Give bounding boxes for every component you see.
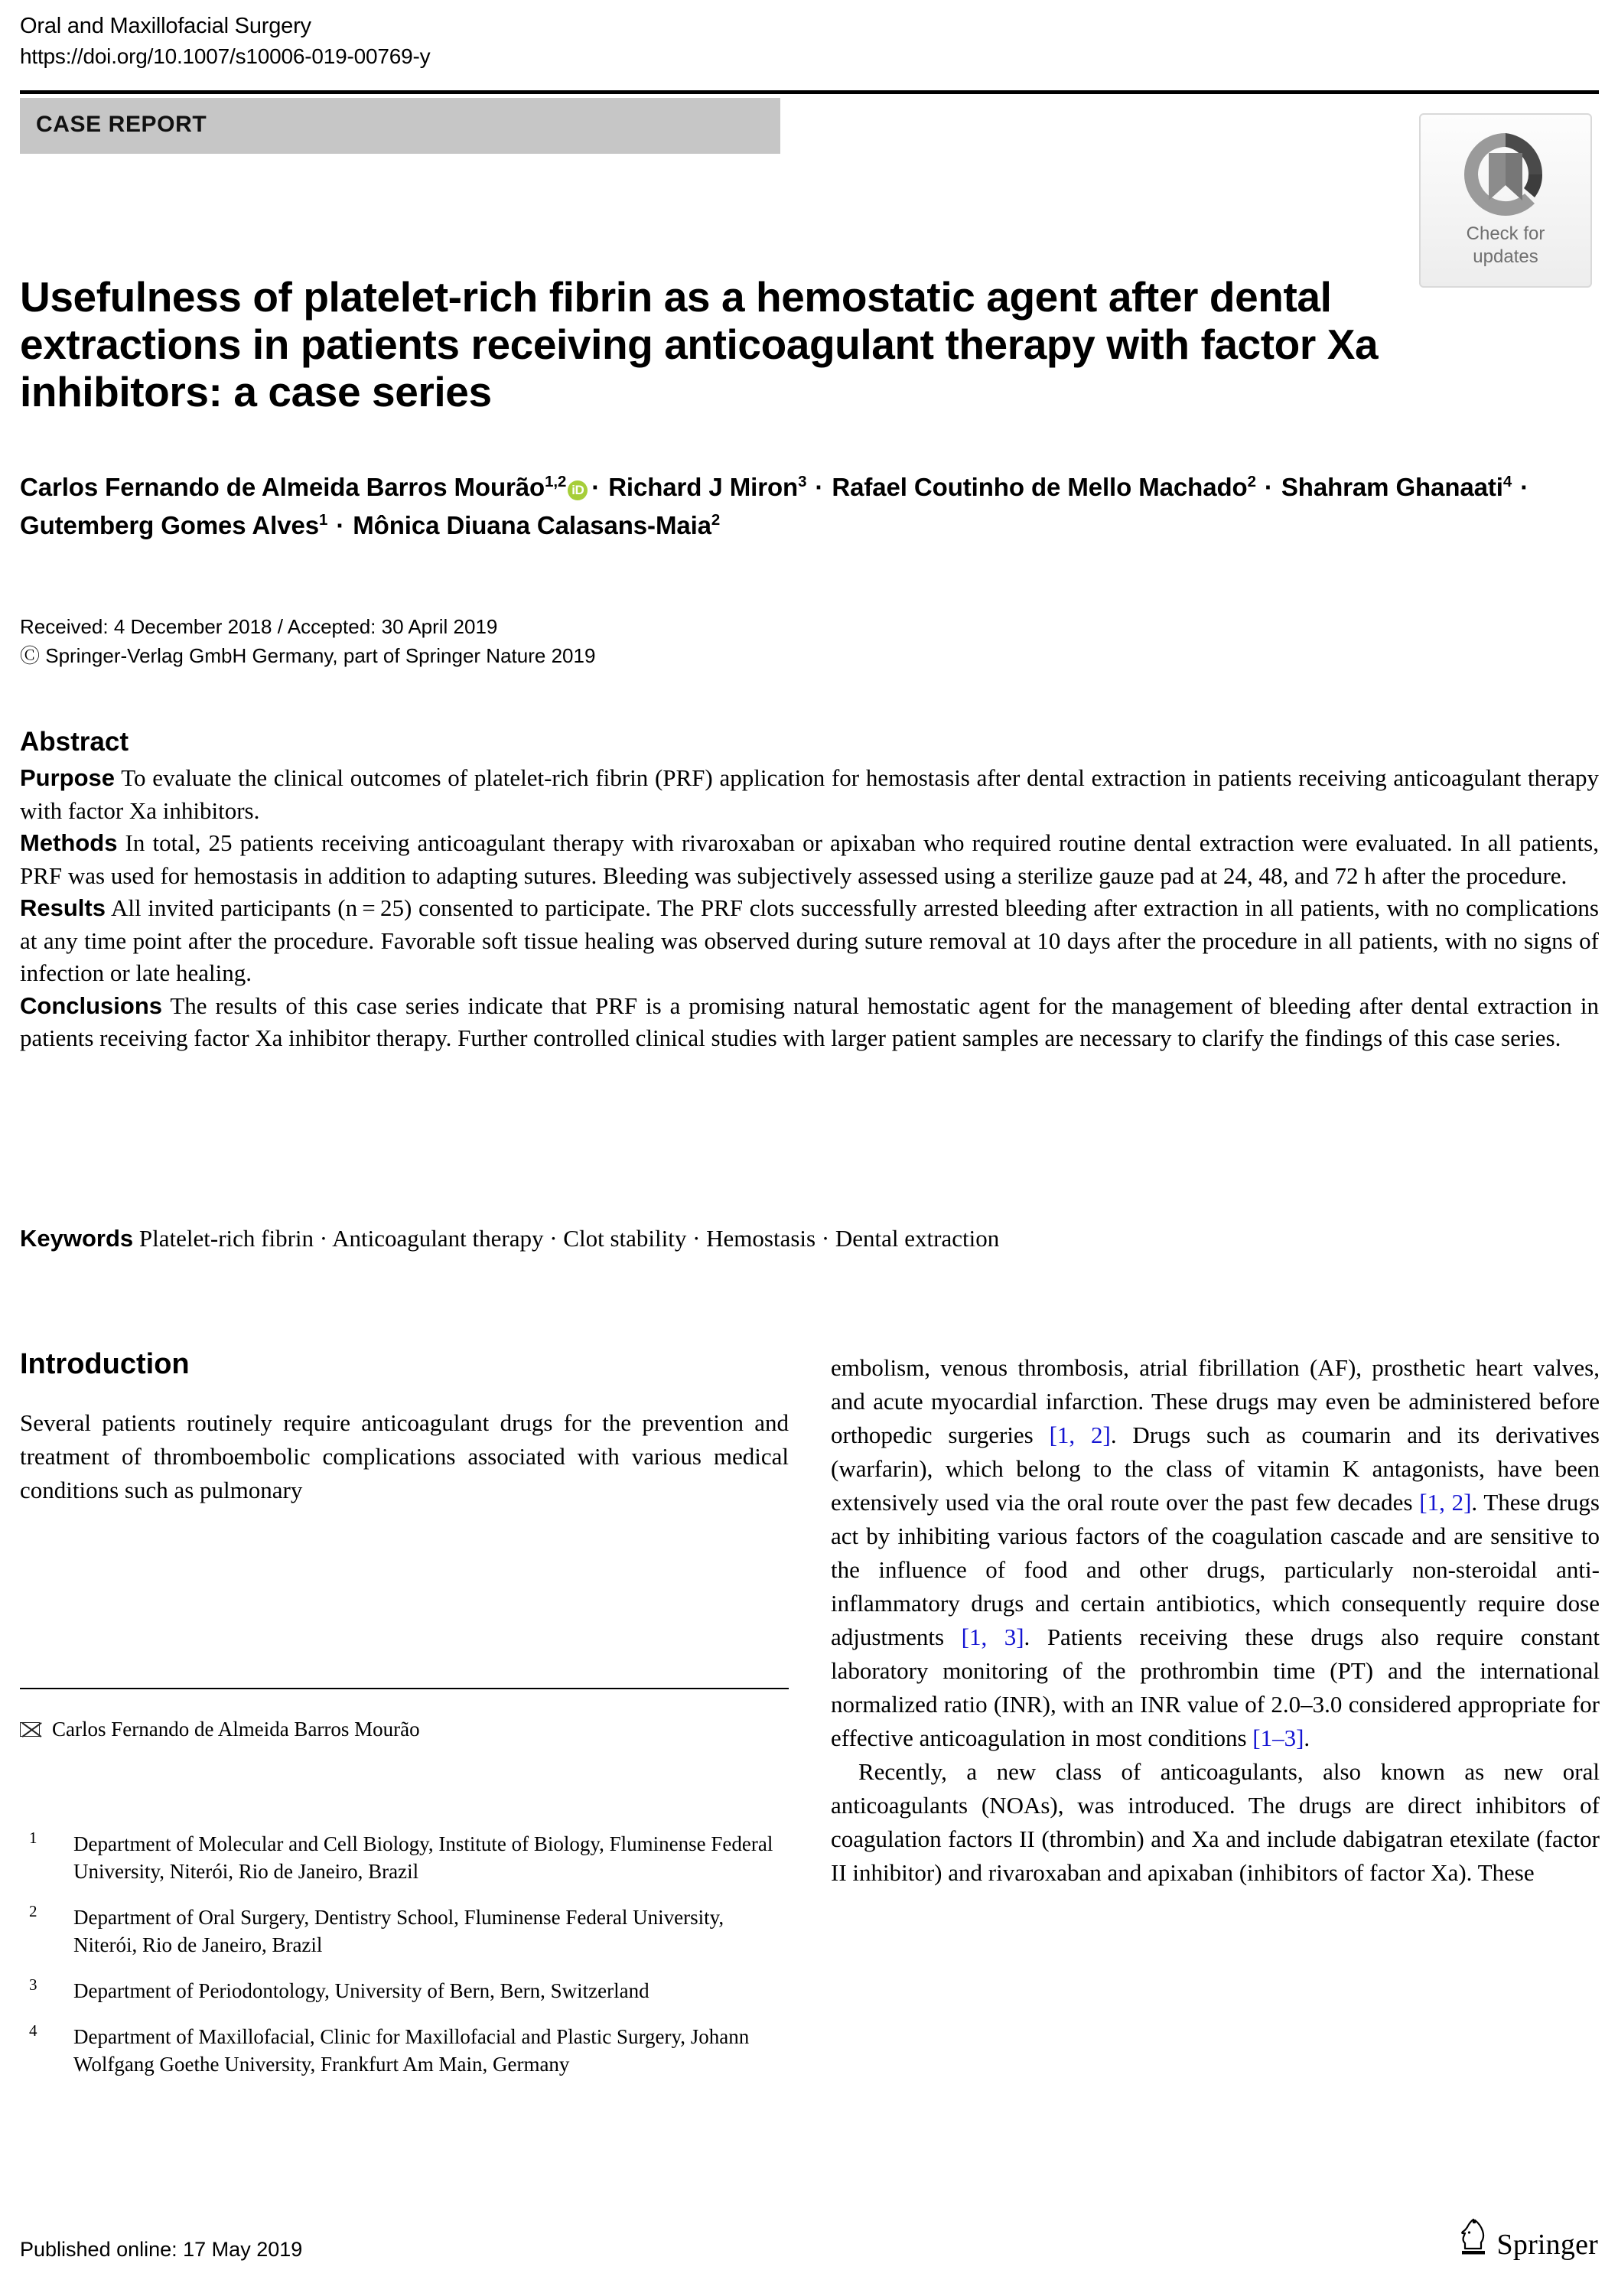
body-column-left [20, 1347, 789, 1507]
abstract-purpose [20, 762, 1599, 827]
check-for-updates-badge[interactable] [1419, 113, 1592, 288]
affiliation-text: Department of Oral Surgery, Dentistry School, Fluminense Federal University, Niterói, Rio de Janeiro, Brazil [73, 1906, 724, 1956]
journal-header [20, 11, 1091, 72]
author-separator: · [1520, 473, 1529, 501]
abstract-purpose-label: Purpose [20, 764, 116, 791]
article-type-label: CASE REPORT [36, 112, 207, 137]
affiliation-item [20, 1830, 793, 1885]
author-affiliation-marker: 2 [1247, 473, 1256, 490]
article-title: Usefulness of platelet-rich fibrin as a hemostatic agent after dental extractions in patients receiving anticoagulant therapy with factor Xa inhibitors: a case series [20, 272, 1379, 415]
intro-text-c: . These drugs act by inhibiting various factors of the coagulation cascade and are sensitive to the influence of food and other drugs, particularly non-steroidal anti-inflammatory drugs and certain antibiotics, which consequently require dose adjustments [831, 1489, 1600, 1650]
abstract-section [20, 725, 1599, 1055]
footnote-divider [20, 1688, 789, 1689]
author-list [20, 468, 1573, 545]
journal-name: Oral and Maxillofacial Surgery [20, 14, 311, 38]
envelope-icon [20, 1722, 40, 1737]
author-separator: · [1264, 473, 1273, 501]
keywords-line [20, 1223, 1599, 1255]
springer-knight-icon [1458, 2217, 1490, 2259]
author-affiliation-marker: 1 [318, 511, 328, 529]
author-separator: · [815, 473, 824, 501]
publication-dates [20, 612, 938, 670]
abstract-results-label: Results [20, 894, 106, 921]
intro-paragraph-left: Several patients routinely require anticoagulant drugs for the prevention and treatment of thromboembolic complications associated with various medical conditions such as pulmonary [20, 1409, 789, 1503]
header-rule [20, 90, 1599, 94]
orcid-icon[interactable]: iD [568, 480, 588, 500]
crossmark-icon [1458, 127, 1553, 222]
abstract-conclusions [20, 990, 1599, 1055]
citation-ref[interactable]: [1, 3] [961, 1623, 1024, 1650]
author-name: Richard J Miron [608, 473, 799, 501]
author-separator: · [591, 473, 601, 501]
keywords-label: Keywords [20, 1225, 134, 1252]
abstract-methods [20, 827, 1599, 892]
affiliation-number: 2 [29, 1902, 37, 1920]
author-name: Rafael Coutinho de Mello Machado [832, 473, 1248, 501]
author-name: Shahram Ghanaati [1281, 473, 1503, 501]
abstract-conclusions-text: The results of this case series indicate that PRF is a promising natural hemostatic agent for the management of bleeding after dental extraction in patients receiving factor Xa inhibitor therapy. Further controlled clinical studies with larger patient samples are necessary to clarify the findings of this case series. [20, 992, 1599, 1051]
author-name: Mônica Diuana Calasans-Maia [353, 511, 711, 539]
abstract-methods-text: In total, 25 patients receiving anticoagulant therapy with rivaroxaban or apixaban who required routine dental extraction were evaluated. In all patients, PRF was used for hemostasis in addition to adapting sutures. Bleeding was subjectively assessed using a sterilize gauze pad at 24, 48, and 72 h after the procedure. [20, 829, 1599, 889]
springer-logo [1458, 2217, 1598, 2259]
affiliation-number: 1 [29, 1829, 37, 1847]
published-online-date: Published online: 17 May 2019 [20, 2238, 303, 2261]
citation-ref[interactable]: [1, 2] [1049, 1422, 1111, 1448]
intro-text-e: . [1304, 1724, 1310, 1751]
author-name: Gutemberg Gomes Alves [20, 511, 319, 539]
intro-paragraph-right [831, 1351, 1600, 1755]
intro-paragraph-right-2: Recently, a new class of anticoagulants, also known as new oral anticoagulants (NOAs), was introduced. The drugs are direct inhibitors of coagulation factors II (thrombin) and Xa and include dabigatran etexilate (factor II inhibitor) and rivaroxaban and apixaban (inhibitors of factor Xa). These [831, 1758, 1600, 1886]
abstract-methods-label: Methods [20, 829, 118, 856]
author-name: Carlos Fernando de Almeida Barros Mourão [20, 473, 545, 501]
affiliation-text: Department of Molecular and Cell Biology, Institute of Biology, Fluminense Federal University, Niterói, Rio de Janeiro, Brazil [73, 1832, 773, 1883]
abstract-results-text: All invited participants (n = 25) consented to participate. The PRF clots successfully arrested bleeding after extraction in all patients, with no complications at any time point after the procedure. Favorable soft tissue healing was observed during suture removal at 10 days after the procedure in all patients, with no signs of infection or late healing. [20, 894, 1599, 986]
affiliation-list [20, 1830, 793, 2096]
copyright-line: Ⓒ Springer-Verlag GmbH Germany, part of Springer Nature 2019 [20, 644, 596, 667]
author-affiliation-marker: 4 [1502, 473, 1512, 490]
received-accepted-line: Received: 4 December 2018 / Accepted: 30 April 2019 [20, 615, 498, 638]
affiliation-number: 4 [29, 2021, 37, 2040]
author-affiliation-marker: 1,2 [545, 473, 567, 490]
affiliation-item [20, 1904, 793, 1959]
abstract-conclusions-label: Conclusions [20, 992, 163, 1019]
intro-text-b: . Drugs such as coumarin and its derivatives (warfarin), which belong to the class of vitamin K antagonists, have been extensively used via the oral route over the past few decades [831, 1422, 1600, 1516]
crossmark-line2: updates [1473, 246, 1538, 267]
citation-ref[interactable]: [1, 2] [1419, 1489, 1472, 1516]
abstract-purpose-text: To evaluate the clinical outcomes of platelet-rich fibrin (PRF) application for hemostasis after dental extraction in patients receiving anticoagulant therapy with factor Xa inhibitors. [20, 764, 1599, 824]
corresponding-author [20, 1715, 789, 1743]
affiliation-number: 3 [29, 1975, 37, 1994]
corresponding-author-name: Carlos Fernando de Almeida Barros Mourão [52, 1718, 420, 1741]
affiliation-item [20, 1977, 793, 2005]
author-separator: · [336, 511, 345, 539]
author-affiliation-marker: 2 [711, 511, 721, 529]
abstract-heading: Abstract [20, 727, 129, 757]
intro-text-a: embolism, venous thrombosis, atrial fibrillation (AF), prosthetic heart valves, and acute myocardial infarction. These drugs may even be administered before orthopedic surgeries [831, 1354, 1600, 1448]
introduction-heading: Introduction [20, 1348, 190, 1380]
citation-ref[interactable]: [1–3] [1252, 1724, 1304, 1751]
author-affiliation-marker: 3 [798, 473, 807, 490]
journal-doi[interactable]: https://doi.org/10.1007/s10006-019-00769-y [20, 44, 431, 68]
affiliation-text: Department of Maxillofacial, Clinic for Maxillofacial and Plastic Surgery, Johann Wolfgang Goethe University, Frankfurt Am Main, Germany [73, 2025, 750, 2076]
springer-wordmark: Springer [1496, 2229, 1598, 2261]
intro-text-d: . Patients receiving these drugs also require constant laboratory monitoring of the prothrombin time (PT) and the international normalized ratio (INR), with an INR value of 2.0–3.0 considered appropriate for effective anticoagulation in most conditions [831, 1623, 1600, 1751]
body-column-right [831, 1351, 1600, 1890]
abstract-results [20, 892, 1599, 990]
keywords-text: Platelet-rich fibrin · Anticoagulant therapy · Clot stability · Hemostasis · Dental extraction [133, 1225, 1000, 1252]
affiliation-item [20, 2023, 793, 2078]
affiliation-text: Department of Periodontology, University of Bern, Bern, Switzerland [73, 1979, 649, 2002]
crossmark-line1: Check for [1466, 223, 1545, 244]
